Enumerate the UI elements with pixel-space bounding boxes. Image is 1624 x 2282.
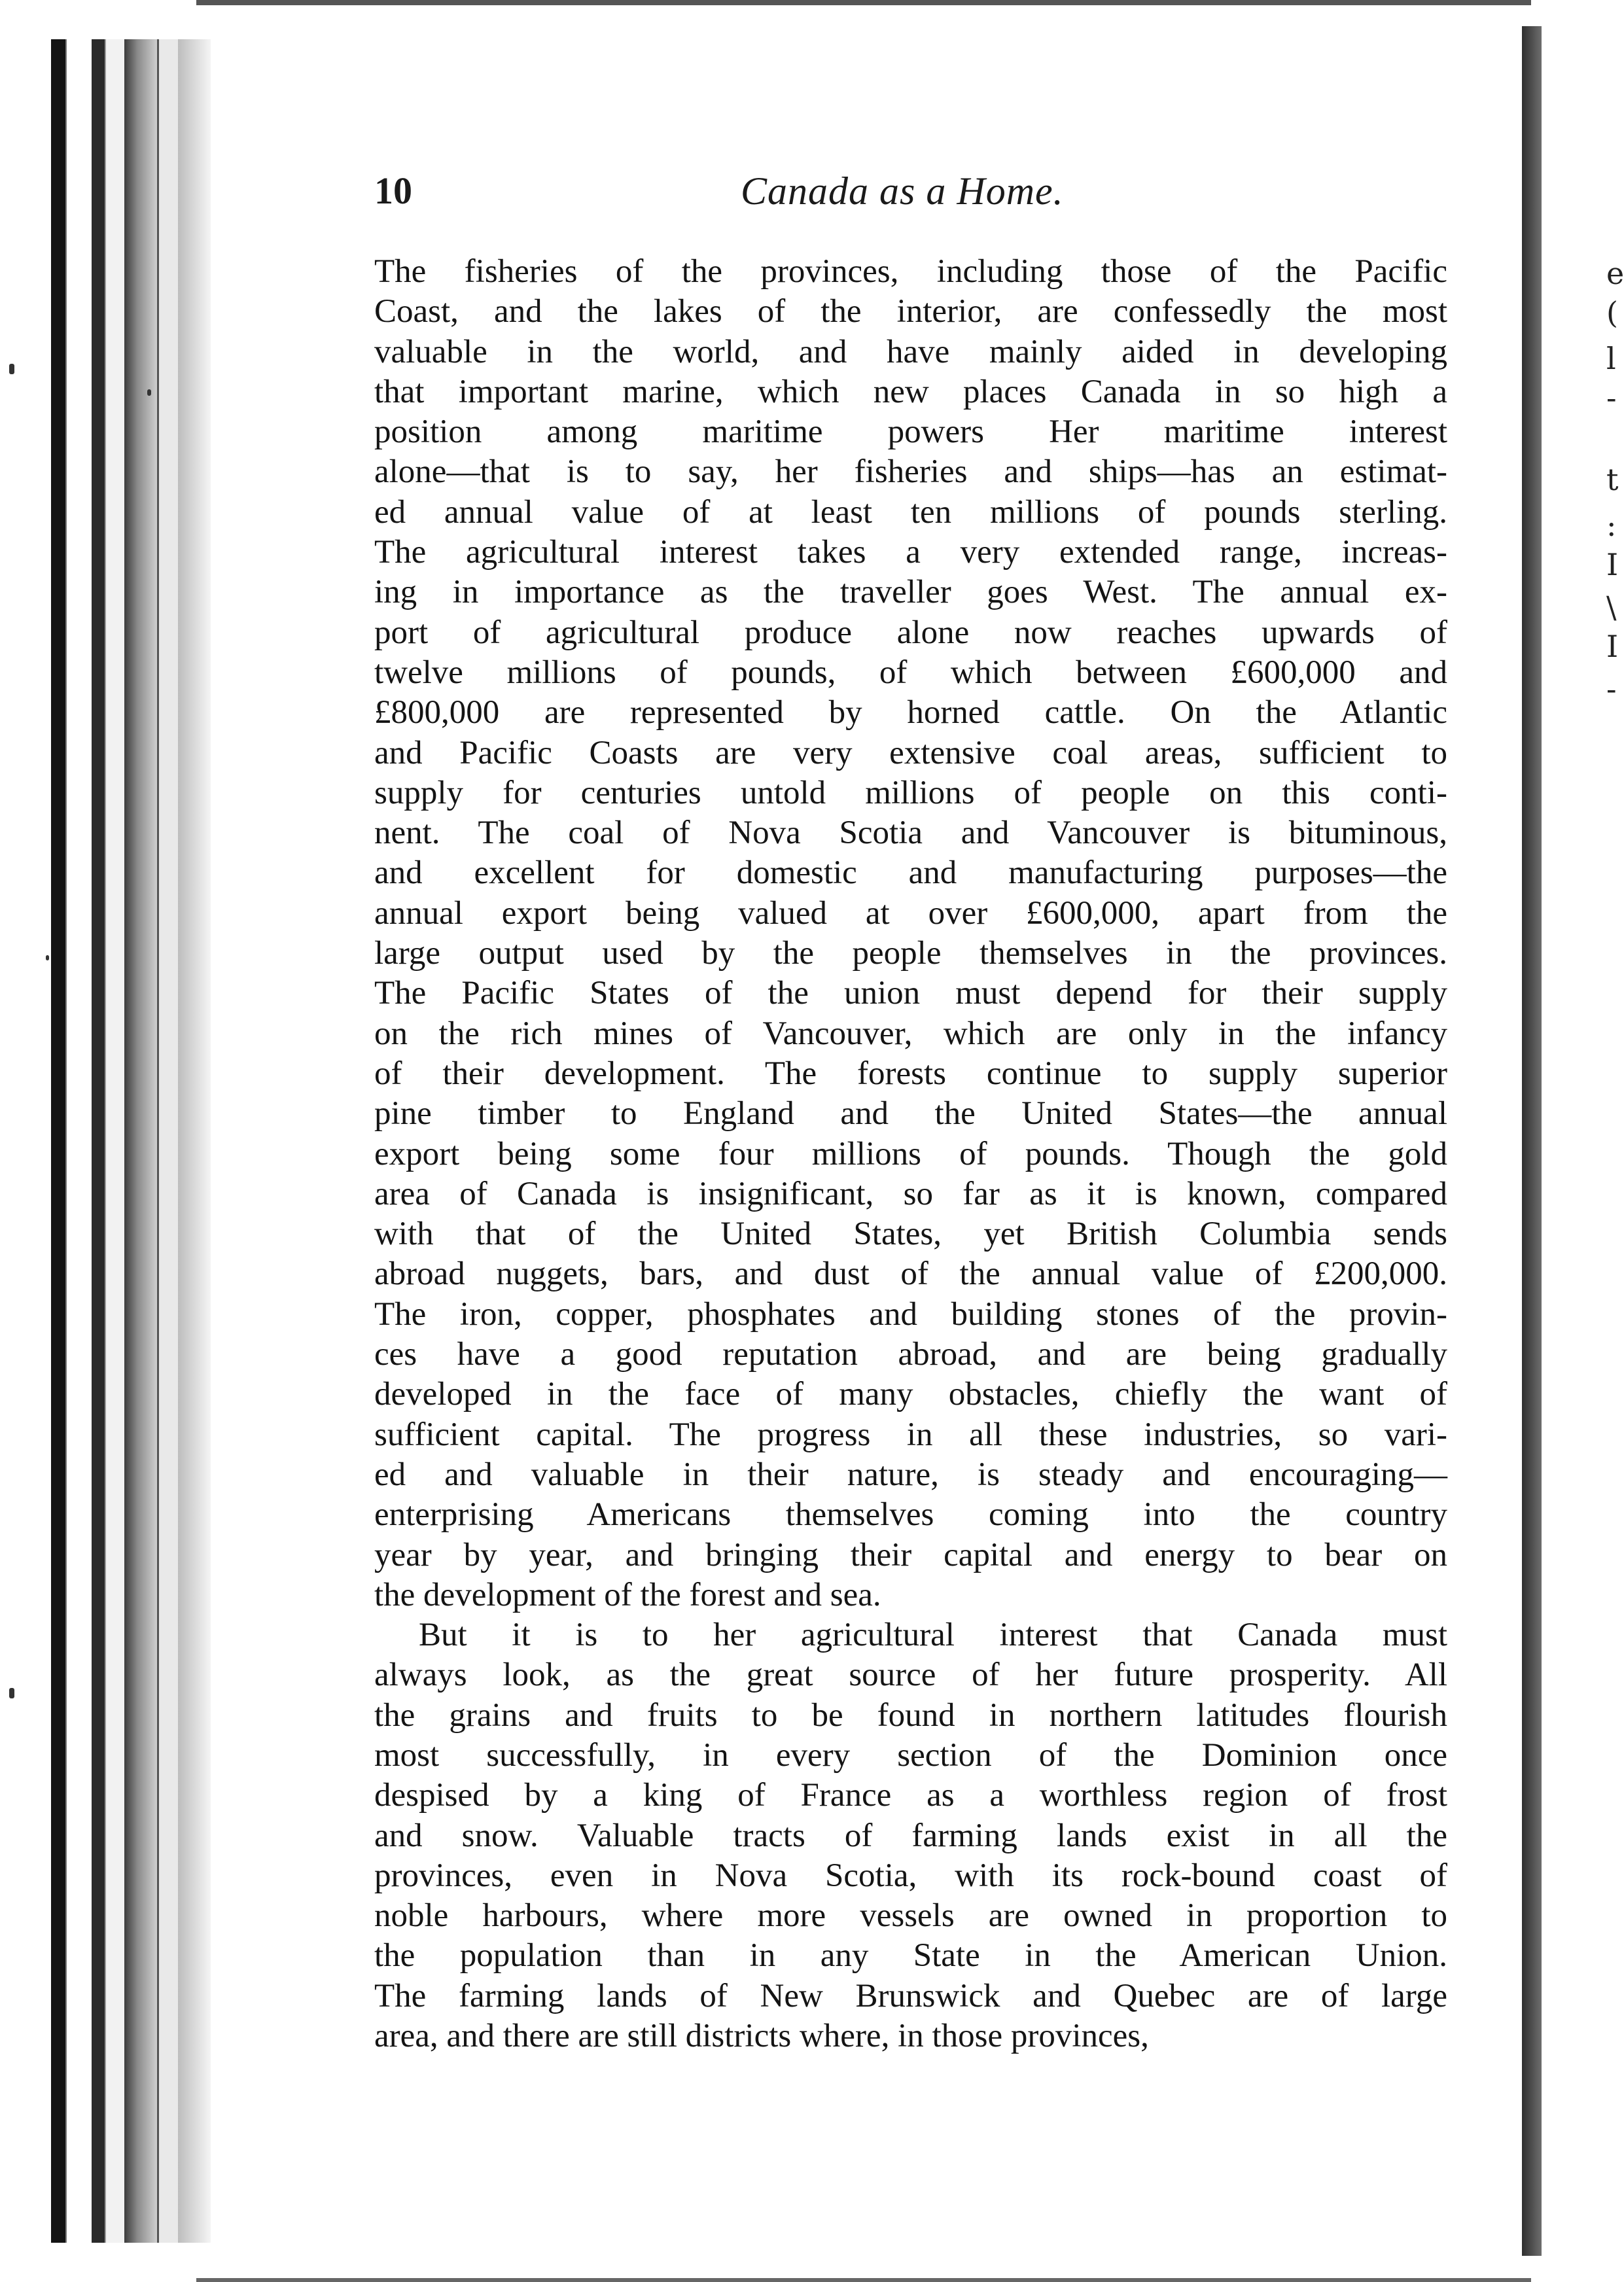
text-line: and excellent for domestic and manufacturing purposes—the xyxy=(374,854,1447,892)
opposite-page-glyph: l xyxy=(1606,341,1616,376)
opposite-page-glyph: t xyxy=(1606,462,1619,497)
opposite-page-glyph: \ xyxy=(1606,589,1617,625)
text-line: supply for centuries untold millions of people on this conti- xyxy=(374,774,1447,811)
text-line: always look, as the great source of her future prosperity. All xyxy=(374,1657,1447,1694)
text-line: The farming lands of New Brunswick and Quebec are of large xyxy=(374,1977,1447,2014)
text-line: the population than in any State in the American Union. xyxy=(374,1937,1447,1975)
opposite-page-glyph: - xyxy=(1606,380,1617,415)
opposite-page-glyph: : xyxy=(1606,508,1617,543)
text-line: export being some four millions of pounds. Though the gold xyxy=(374,1135,1447,1172)
text-line: ed annual value of at least ten millions of pounds sterling. xyxy=(374,493,1447,531)
text-line: The agricultural interest takes a very extended range, increas- xyxy=(374,534,1447,571)
text-line: that important marine, which new places Canada in so high a xyxy=(374,373,1447,410)
text-line: Coast, and the lakes of the interior, are confessedly the most xyxy=(374,293,1447,330)
scan-speck xyxy=(9,1688,14,1698)
text-line: the development of the forest and sea. xyxy=(374,1576,881,1613)
body-text xyxy=(374,252,1447,2056)
text-line: provinces, even in Nova Scotia, with its rock-bound coast of xyxy=(374,1857,1447,1894)
text-line: ces have a good reputation abroad, and are being gradually xyxy=(374,1336,1447,1373)
scan-speck xyxy=(9,364,14,374)
text-line: ed and valuable in their nature, is steady and encouraging— xyxy=(374,1456,1447,1493)
book-edge xyxy=(178,39,211,2243)
scan-speck xyxy=(46,955,49,960)
text-line: The Pacific States of the union must depend for their supply xyxy=(374,975,1447,1012)
opposite-page-glyph: I xyxy=(1606,547,1619,582)
scan-border-top xyxy=(196,0,1531,5)
opposite-page-glyph: e xyxy=(1606,256,1624,291)
book-binding xyxy=(1522,26,1542,2256)
paragraph xyxy=(374,1615,1447,2056)
text-line: abroad nuggets, bars, and dust of the annual value of £200,000. xyxy=(374,1255,1447,1293)
book-edge xyxy=(51,39,65,2243)
text-line: annual export being valued at over £600,000, apart from the xyxy=(374,894,1447,932)
opposite-page-glyph: ( xyxy=(1606,295,1618,330)
text-line: year by year, and bringing their capital and energy to bear on xyxy=(374,1536,1447,1573)
text-line: despised by a king of France as a worthless region of frost xyxy=(374,1777,1447,1814)
text-line: pine timber to England and the United States—the annual xyxy=(374,1095,1447,1132)
running-title: Canada as a Home. xyxy=(741,169,1064,213)
text-line: and snow. Valuable tracts of farming lands exist in all the xyxy=(374,1817,1447,1854)
book-edge xyxy=(65,39,93,2243)
text-line: The iron, copper, phosphates and building stones of the provin- xyxy=(374,1295,1447,1333)
text-line: noble harbours, where more vessels are owned in proportion to xyxy=(374,1897,1447,1935)
text-line: of their development. The forests continue to supply superior xyxy=(374,1055,1447,1092)
text-line: enterprising Americans themselves coming into the country xyxy=(374,1496,1447,1534)
text-line: valuable in the world, and have mainly aided in developing xyxy=(374,333,1447,370)
text-line: with that of the United States, yet British Columbia sends xyxy=(374,1216,1447,1253)
page-header xyxy=(374,169,1447,221)
opposite-page-glyph: I xyxy=(1606,629,1619,664)
paragraph xyxy=(374,252,1447,1615)
opposite-page-glyph: - xyxy=(1606,671,1617,707)
text-line: developed in the face of many obstacles, chiefly the want of xyxy=(374,1376,1447,1413)
scan-speck xyxy=(147,389,151,396)
book-edge xyxy=(92,39,105,2243)
text-line: position among maritime powers Her maritime interest xyxy=(374,413,1447,451)
book-edge xyxy=(105,39,126,2243)
text-line: on the rich mines of Vancouver, which are only in the infancy xyxy=(374,1015,1447,1052)
text-line: alone—that is to say, her fisheries and ships—has an estimat- xyxy=(374,453,1447,491)
text-line: twelve millions of pounds, of which between £600,000 and xyxy=(374,654,1447,691)
text-line: sufficient capital. The progress in all these industries, so vari- xyxy=(374,1416,1447,1453)
text-line: the grains and fruits to be found in northern latitudes flourish xyxy=(374,1696,1447,1734)
text-line: most successfully, in every section of the Dominion once xyxy=(374,1736,1447,1774)
text-line: area, and there are still districts where, in those provinces, xyxy=(374,2018,1149,2055)
text-line: £800,000 are represented by horned cattle. On the Atlantic xyxy=(374,694,1447,731)
text-line: But it is to her agricultural interest that Canada must xyxy=(419,1617,1447,1654)
text-line: ing in importance as the traveller goes West. The annual ex- xyxy=(374,574,1447,611)
book-edge xyxy=(157,39,180,2243)
text-line: area of Canada is insignificant, so far as it is known, compared xyxy=(374,1175,1447,1212)
text-line: large output used by the people themselves in the provinces. xyxy=(374,935,1447,972)
book-edge xyxy=(124,39,157,2243)
scan-border-bottom xyxy=(196,2278,1531,2282)
text-line: and Pacific Coasts are very extensive coal areas, sufficient to xyxy=(374,734,1447,771)
text-line: port of agricultural produce alone now reaches upwards of xyxy=(374,614,1447,651)
text-line: nent. The coal of Nova Scotia and Vancouver is bituminous, xyxy=(374,815,1447,852)
text-line: The fisheries of the provinces, including those of the Pacific xyxy=(374,253,1447,290)
page-number: 10 xyxy=(374,169,412,212)
